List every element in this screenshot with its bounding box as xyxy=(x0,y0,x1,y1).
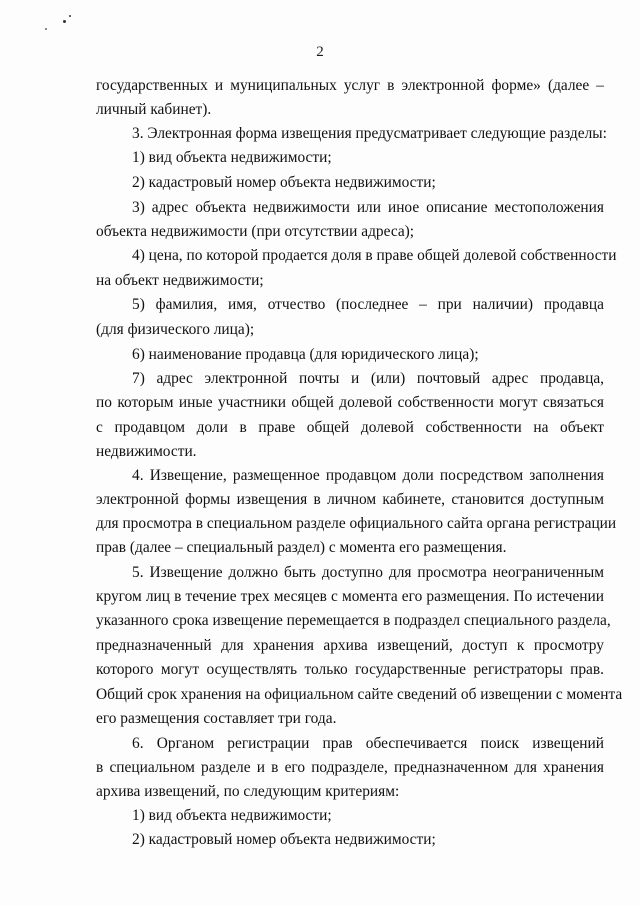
text-line: государственных и муниципальных услуг в электронной форме» (далее – xyxy=(96,77,604,94)
list-item: 1) вид объекта недвижимости; xyxy=(132,807,332,824)
list-item: 1) вид объекта недвижимости; xyxy=(132,149,332,166)
paragraph-line: 4. Извещение, размещенное продавцом доли посредством заполнения xyxy=(132,467,604,484)
text-line: для просмотра в специальном разделе официального сайта органа регистрации xyxy=(96,515,617,532)
page-number: 2 xyxy=(316,44,324,60)
paragraph-line: 6. Органом регистрации прав обеспечивается поиск извещений xyxy=(132,735,604,752)
list-item: 4) цена, по которой продается доля в праве общей долевой собственности xyxy=(132,247,617,264)
list-item: 3) адрес объекта недвижимости или иное описание местоположения xyxy=(132,199,604,216)
text-line: указанного срока извещение перемещается в подраздел специального раздела, xyxy=(96,612,611,629)
text-line: 3. Электронная форма извещения предусматривает следующие разделы: xyxy=(132,125,607,142)
text-line: его размещения составляет три года. xyxy=(96,710,337,727)
text-line: архива извещений, по следующим критериям: xyxy=(96,783,400,800)
paragraph-line: 5. Извещение должно быть доступно для просмотра неограниченным xyxy=(132,564,604,581)
list-item: 5) фамилия, имя, отчество (последнее – при наличии) продавца xyxy=(132,296,604,313)
text-line: на объект недвижимости; xyxy=(96,272,264,289)
list-item: 7) адрес электронной почты и (или) почтовый адрес продавца, xyxy=(132,370,604,387)
text-line: в специальном разделе и в его подразделе, предназначенном для хранения xyxy=(96,759,604,776)
text-line: электронной формы извещения в личном кабинете, становится доступным xyxy=(96,491,604,508)
text-line: предназначенный для хранения архива извещений, доступ к просмотру xyxy=(96,637,604,654)
text-line: (для физического лица); xyxy=(96,321,255,338)
scan-speck xyxy=(69,15,71,17)
list-item: 2) кадастровый номер объекта недвижимости; xyxy=(132,174,436,191)
text-line: кругом лиц в течение трех месяцев с момента его размещения. По истечении xyxy=(96,588,604,605)
text-line: по которым иные участники общей долевой собственности могут связаться xyxy=(96,394,604,411)
text-line: недвижимости. xyxy=(96,443,197,460)
scan-speck xyxy=(63,20,66,23)
scan-speck xyxy=(45,28,47,30)
list-item: 2) кадастровый номер объекта недвижимости; xyxy=(132,831,436,848)
list-item: 6) наименование продавца (для юридического лица); xyxy=(132,346,479,363)
text-line: прав (далее – специальный раздел) с момента его размещения. xyxy=(96,539,507,556)
text-line: личный кабинет). xyxy=(96,101,212,118)
text-line: Общий срок хранения на официальном сайте сведений об извещении с момента xyxy=(96,686,623,703)
text-line: объекта недвижимости (при отсутствии адреса); xyxy=(96,223,415,240)
text-line: которого могут осуществлять только государственные регистраторы прав. xyxy=(96,661,604,678)
text-line: с продавцом доли в праве общей долевой собственности на объект xyxy=(96,419,604,436)
